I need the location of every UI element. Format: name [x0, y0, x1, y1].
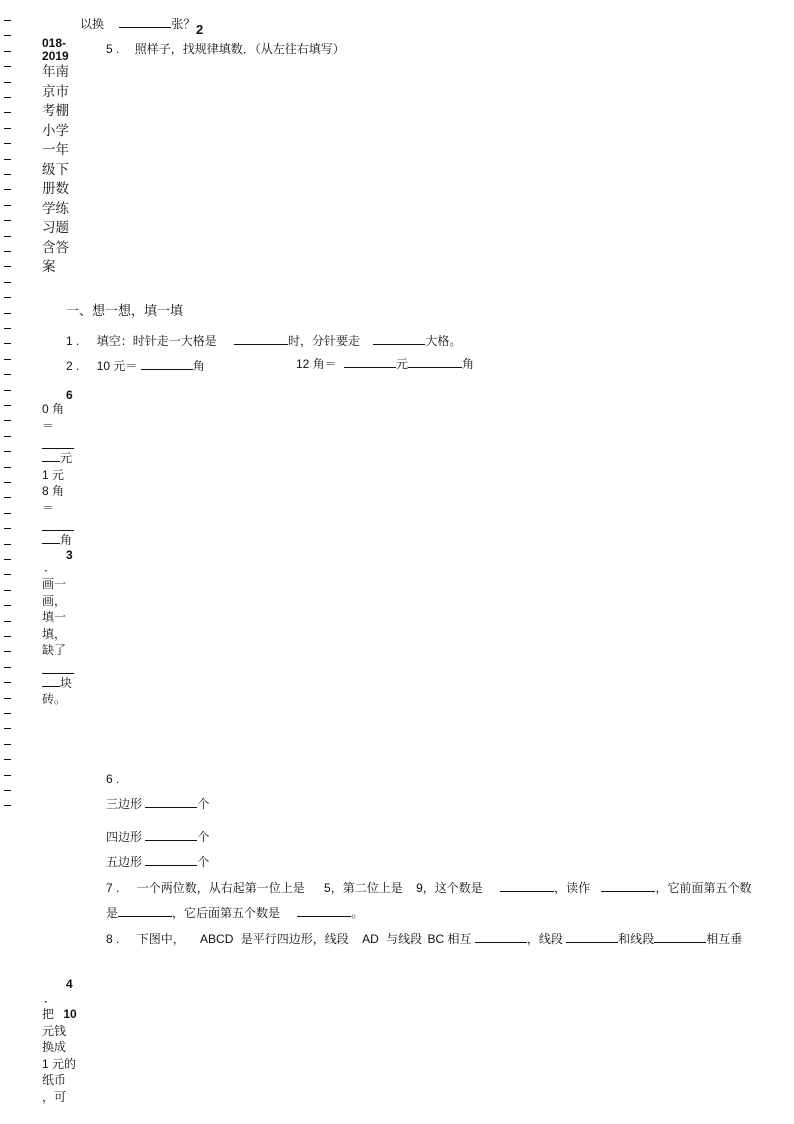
margin-dash — [4, 297, 11, 298]
margin-dash — [4, 451, 11, 452]
margin-dash — [4, 82, 11, 83]
side-text: ，可 — [42, 1089, 67, 1104]
side-number: 4 — [66, 977, 73, 991]
side-text: 元钱 — [42, 1023, 67, 1038]
margin-dash — [4, 236, 11, 237]
margin-dash — [4, 359, 11, 360]
margin-dash — [4, 189, 11, 190]
side-text: 把 — [42, 1007, 55, 1021]
margin-dash — [4, 528, 11, 529]
side-question-3 — [42, 576, 74, 708]
question-7-cont — [106, 904, 363, 921]
question-8 — [106, 930, 742, 947]
question-1 — [66, 332, 461, 349]
answer-blank[interactable] — [145, 828, 197, 841]
question-text: 元 — [396, 357, 409, 371]
side-text: 块 — [60, 675, 73, 690]
answer-blank[interactable] — [42, 531, 60, 544]
question-text: 12 角＝ — [296, 357, 337, 371]
margin-dash — [4, 513, 11, 514]
unit-label: 个 — [197, 830, 210, 844]
top-line-number: 2 — [196, 22, 204, 37]
question-number: 2 . — [66, 359, 80, 373]
margin-dash — [4, 313, 11, 314]
question-text: 9，这个数是 — [416, 881, 483, 895]
margin-dash — [4, 390, 11, 391]
question-text: ，它前面第五个数 — [655, 881, 752, 895]
margin-dash — [4, 20, 11, 21]
question-text: 与线段 — [386, 932, 423, 946]
margin-dash — [4, 205, 11, 206]
side-text: ＝ — [42, 418, 55, 433]
question-text: 和线段 — [618, 932, 655, 946]
top-line-suffix: 张？ — [171, 17, 196, 31]
margin-dash — [4, 728, 11, 729]
question-text: 一个两位数，从右起第一位上是 — [136, 881, 305, 895]
question-text: 大格。 — [425, 334, 462, 348]
margin-dash — [4, 482, 11, 483]
question-text: ，读作 — [554, 881, 591, 895]
answer-blank[interactable] — [42, 434, 74, 449]
side-text: 1 元的 — [42, 1056, 77, 1071]
margin-dash — [4, 143, 11, 144]
question-6-row — [106, 795, 209, 812]
question-number: 1 . — [66, 334, 80, 348]
side-number: 3 — [66, 548, 73, 562]
margin-dash — [4, 282, 11, 283]
side-text: 纸币 — [42, 1073, 67, 1087]
side-text: 元 — [60, 451, 73, 465]
answer-blank[interactable] — [42, 449, 60, 462]
margin-dash — [4, 759, 11, 760]
question-text: 。 — [351, 906, 364, 920]
side-text: 1 元 — [42, 467, 65, 482]
question-5 — [106, 42, 345, 57]
side-question-4 — [42, 1006, 82, 1105]
margin-dash — [4, 621, 11, 622]
question-text: BC — [427, 932, 445, 946]
answer-blank[interactable] — [118, 904, 172, 917]
margin-dash — [4, 805, 11, 806]
margin-dash — [4, 374, 11, 375]
question-text: 相互垂 — [706, 932, 743, 946]
question-text: 10 元＝ — [96, 359, 138, 373]
answer-blank[interactable] — [42, 659, 74, 674]
side-text: 角 — [60, 533, 73, 547]
margin-dash — [4, 266, 11, 267]
question-number: 5 . — [106, 42, 120, 56]
margin-dash — [4, 698, 11, 699]
margin-dash — [4, 590, 11, 591]
margin-dash — [4, 420, 11, 421]
shape-label: 五边形 — [106, 855, 143, 869]
margin-dash — [4, 667, 11, 668]
margin-dash — [4, 128, 11, 129]
margin-dash — [4, 159, 11, 160]
answer-blank[interactable] — [408, 355, 462, 368]
question-text: ，线段 — [526, 932, 563, 946]
side-text: 0 角 — [42, 402, 65, 416]
shape-label: 四边形 — [106, 830, 143, 844]
side-text: 砖。 — [42, 692, 67, 706]
side-text: ＝ — [42, 500, 55, 515]
answer-blank[interactable] — [373, 332, 425, 345]
question-text: 角 — [192, 359, 205, 373]
answer-blank[interactable] — [344, 355, 396, 368]
side-dot: ． — [44, 991, 57, 1005]
margin-dash — [4, 559, 11, 560]
question-text: 相互 — [447, 932, 472, 946]
margin-dash — [4, 467, 11, 468]
question-text: 填空：时针走一大格是 — [96, 334, 217, 348]
side-text: 画一画，填一填，缺了 — [42, 577, 67, 657]
margin-dash — [4, 51, 11, 52]
question-text: 下图中， — [136, 932, 185, 946]
margin-dash — [4, 713, 11, 714]
question-6-row — [106, 828, 209, 845]
margin-dash — [4, 636, 11, 637]
unit-label: 个 — [197, 855, 210, 869]
margin-dash — [4, 405, 11, 406]
margin-dash — [4, 497, 11, 498]
answer-blank[interactable] — [119, 15, 171, 28]
answer-blank[interactable] — [654, 930, 706, 943]
answer-blank[interactable] — [234, 332, 288, 345]
margin-dash — [4, 343, 11, 344]
question-7 — [106, 879, 751, 896]
margin-dash — [4, 790, 11, 791]
answer-blank[interactable] — [141, 357, 193, 370]
question-text: 时，分针要走 — [288, 334, 361, 348]
margin-dash — [4, 112, 11, 113]
margin-dash — [4, 605, 11, 606]
question-6-number: 6 . — [106, 772, 120, 786]
margin-dash — [4, 328, 11, 329]
question-2-right — [296, 355, 474, 372]
question-text: 照样子，找规律填数．（从左往右填写） — [134, 42, 345, 56]
margin-dash — [4, 544, 11, 545]
question-text: 5，第二位上是 — [324, 881, 403, 895]
question-number: 7 . — [106, 881, 120, 895]
question-text: AD — [362, 932, 379, 946]
top-line-prefix: 以换 — [80, 17, 105, 31]
title-year: 018- 2019 — [42, 36, 69, 63]
answer-blank[interactable] — [475, 930, 527, 943]
top-line — [80, 15, 195, 32]
margin-dash — [4, 220, 11, 221]
margin-dash — [4, 174, 11, 175]
margin-dash — [4, 682, 11, 683]
answer-blank[interactable] — [500, 879, 554, 892]
answer-blank[interactable] — [601, 879, 655, 892]
answer-blank[interactable] — [297, 904, 351, 917]
question-text: 角 — [462, 357, 475, 371]
question-text: ，它后面第五个数是 — [172, 906, 281, 920]
margin-dash — [4, 436, 11, 437]
answer-blank[interactable] — [145, 853, 197, 866]
question-text: 是平行四边形，线段 — [240, 932, 349, 946]
margin-dash — [4, 775, 11, 776]
side-dot: ． — [44, 560, 57, 574]
margin-dash — [4, 35, 11, 36]
margin-dash — [4, 97, 11, 98]
question-6-row — [106, 853, 209, 870]
question-text: 是 — [106, 906, 119, 920]
side-text: 换成 — [42, 1040, 67, 1054]
side-text: 8 角 — [42, 484, 65, 498]
question-number: 8 . — [106, 932, 120, 946]
margin-dash — [4, 574, 11, 575]
question-2 — [66, 357, 205, 374]
margin-dash — [4, 66, 11, 67]
document-title: 年南京市考棚小学一年级下册数学练习题含答案 — [42, 64, 69, 274]
margin-dash — [4, 651, 11, 652]
side-text: 10 — [63, 1007, 77, 1021]
answer-blank[interactable] — [42, 516, 74, 531]
shape-label: 三边形 — [106, 797, 143, 811]
question-text: ABCD — [200, 932, 234, 946]
answer-blank[interactable] — [566, 930, 618, 943]
unit-label: 个 — [197, 797, 210, 811]
side-question-2b — [42, 401, 76, 549]
margin-dash — [4, 744, 11, 745]
answer-blank[interactable] — [42, 674, 60, 687]
answer-blank[interactable] — [145, 795, 197, 808]
side-number: 6 — [66, 388, 73, 402]
section-title: 一、想一想，填一填 — [66, 303, 184, 318]
margin-dash — [4, 251, 11, 252]
